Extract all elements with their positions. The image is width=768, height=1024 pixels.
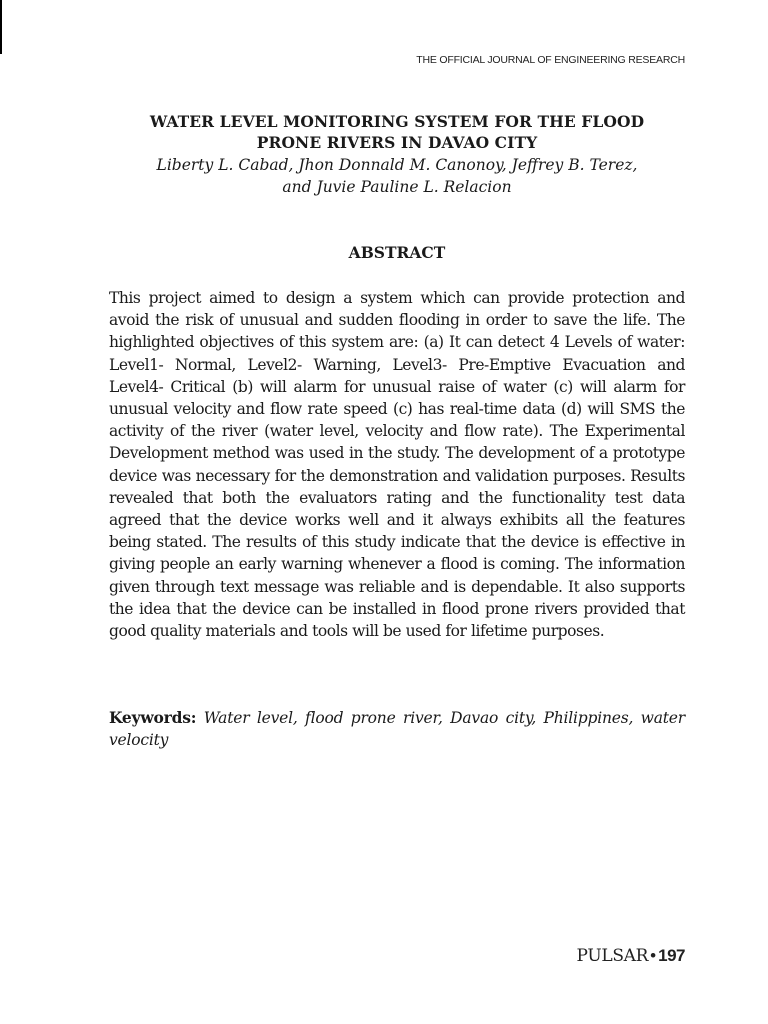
keywords [109, 707, 685, 751]
page-footer [576, 946, 685, 966]
author-list-line-2: and Juvie Pauline L. Relacion [282, 178, 512, 196]
abstract-body: This project aimed to design a system which can provide protection and avoid the risk of unusual and sudden flooding in order to save the life. The highlighted objectives of this system are: (a) It can detect 4 Levels of water: Level1- Normal, Level2- Warning, Level3- Pre-Emptive Evacuation and Level4- Critical (b) will alarm for unusual raise of water (c) will alarm for unusual velocity and flow rate speed (c) has real-time data (d) will SMS the activity of the river (water level, velocity and flow rate). The Experimental Development method was used in the study. The development of a prototype device was necessary for the demonstration and validation purposes. Results revealed that both the evaluators rating and the functionality test data agreed that the device works well and it always exhibits all the features being stated. The results of this study indicate that the device is effective in giving people an early warning whenever a flood is coming. The information given through text message was reliable and is dependable. It also supports the idea that the device can be installed in flood prone rivers provided that good quality materials and tools will be used for lifetime purposes. [109, 289, 685, 641]
keywords-list: Water level, flood prone river, Davao city, Philippines, water velocity [109, 709, 685, 750]
keywords-label: Keywords: [109, 708, 197, 727]
journal-brand: PULSAR [576, 946, 649, 966]
author-list [109, 154, 685, 198]
footer-separator: • [650, 946, 657, 965]
page-number: 197 [658, 946, 685, 965]
author-list-line-1: Liberty L. Cabad, Jhon Donnald M. Canonoy, Jeffrey B. Terez, [156, 156, 638, 174]
article-title-line-1: WATER LEVEL MONITORING SYSTEM FOR THE FLOOD [149, 112, 645, 131]
crop-mark [0, 0, 2, 54]
abstract-heading: ABSTRACT [348, 243, 446, 262]
article-title-line-2: PRONE RIVERS IN DAVAO CITY [256, 133, 538, 152]
running-head: THE OFFICIAL JOURNAL OF ENGINEERING RESEARCH [416, 54, 685, 66]
article-title [109, 111, 685, 153]
